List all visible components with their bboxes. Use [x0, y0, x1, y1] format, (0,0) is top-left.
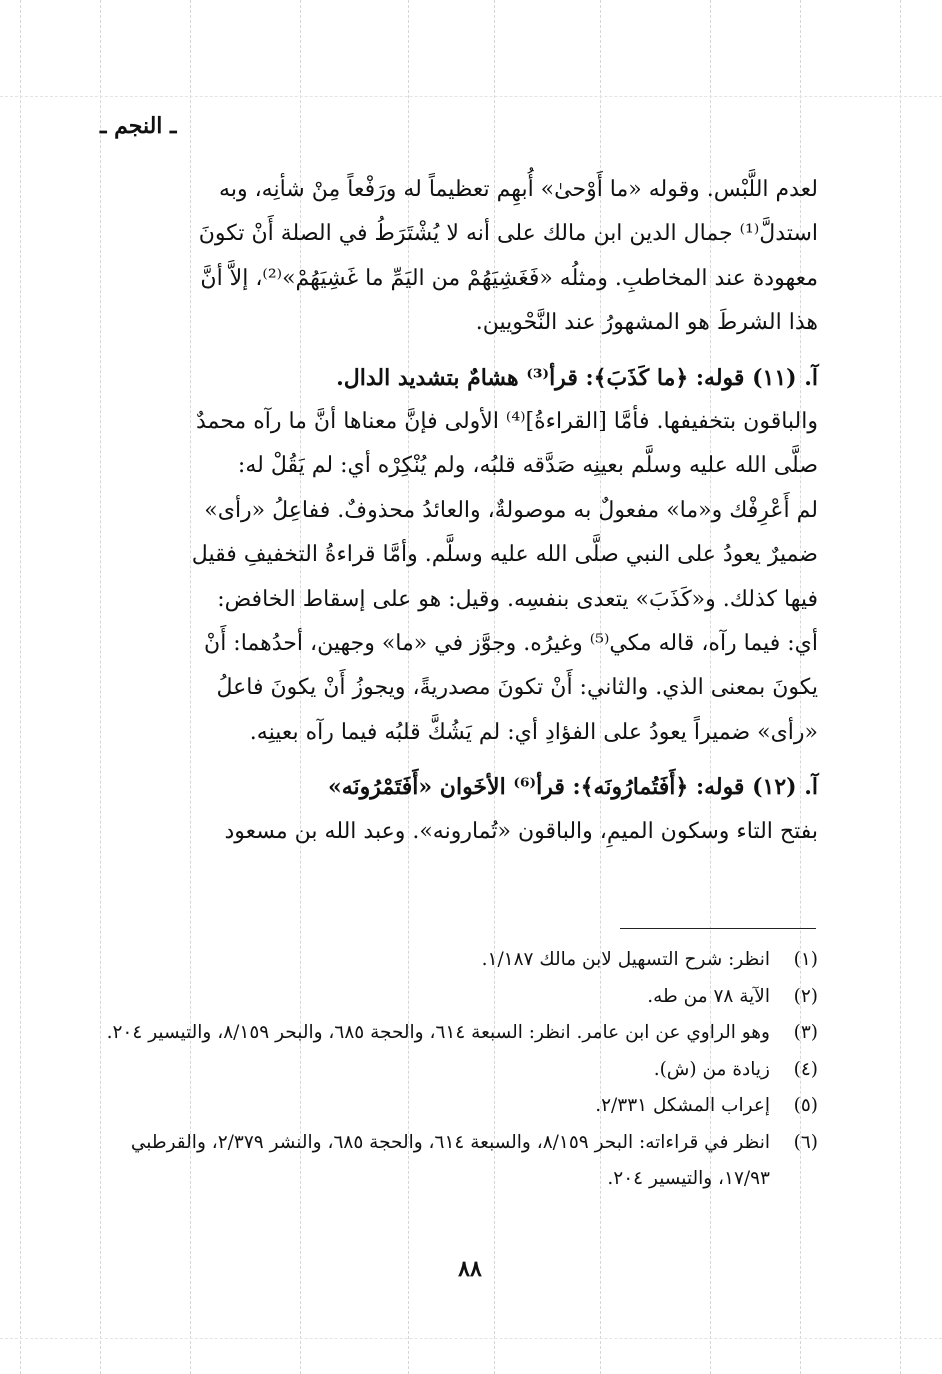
footnotes: [106, 942, 818, 1198]
footnote-number: (٦): [793, 1131, 818, 1153]
footnote-item: [106, 1015, 818, 1052]
text-line: «رأى» ضميراً يعودُ على الفؤادِ أي: لم يَشُكَّ قلبُه فيما رآه بعينِه.: [249, 719, 818, 745]
main-text: [106, 168, 818, 854]
footnote-item: [106, 942, 818, 979]
verse-heading-line: آ. (١٢) قوله: ﴿أَفَتُمارُونَه﴾: قرأ⁽⁶⁾ الأخَوان «أَفَتَمْرُونَه»: [327, 774, 818, 801]
verse-heading-line: آ. (١١) قوله: ﴿ما كَذَبَ﴾: قرأ⁽³⁾ هشامٌ بتشديد الدال.: [336, 364, 818, 391]
text-line: صلَّى الله عليه وسلَّم بعينِه صَدَّقه قلبُه، ولم يُنْكِرْه أي: لم يَقُلْ له:: [237, 453, 818, 479]
footnote-separator: [620, 928, 816, 929]
footnote-text: زيادة من (ش).: [653, 1058, 770, 1080]
text-line: هذا الشرطَ هو المشهورُ عند النَّحْويين.: [475, 310, 818, 336]
footnote-number: (٢): [793, 985, 818, 1007]
footnote-text: إعراب المشكل ٢/٣٣١.: [595, 1095, 770, 1116]
text-line: لعدم اللَّبْس. وقوله «ما أَوْحىٰ» أُبهِم تعظيماً له ورَفْعاً مِنْ شأنِه، وبه: [219, 177, 818, 202]
running-header: ـ النجم ـ: [100, 113, 177, 139]
footnote-number: (١): [793, 949, 818, 970]
footnote-item: [106, 1052, 818, 1089]
guide-line: [0, 96, 942, 97]
guide-line: [100, 0, 101, 1374]
text-line: فيها كذلك. و«كَذَبَ» يتعدى بنفسِه. وقيل: هو على إسقاط الخافض:: [217, 586, 818, 612]
page-number: ٨٨: [458, 1256, 482, 1282]
footnote-text: انظر: شرح التسهيل لابن مالك ١/١٨٧.: [481, 949, 770, 970]
footnote-item: [106, 1125, 818, 1198]
guide-line: [900, 0, 901, 1374]
text-line: يكونَ بمعنى الذي. والثاني: أَنْ تكونَ مصدريةً، ويجوزُ أَنْ يكونَ فاعلُ: [216, 675, 818, 701]
text-line: أي: فيما رآه، قاله مكي⁽⁵⁾ وغيرُه. وجوَّز في «ما» وجهين، أحدُهما: أَنْ: [204, 631, 818, 657]
footnote-text: وهو الراوي عن ابن عامر. انظر: السبعة ٦١٤، والحجة ٦٨٥، والبحر ٨/١٥٩، والتيسير ٢٠٤.: [106, 1022, 770, 1043]
footnote-number: (٤): [793, 1058, 818, 1080]
footnote-item: [106, 979, 818, 1016]
footnote-number: (٥): [793, 1095, 818, 1116]
guide-line: [20, 0, 21, 1374]
footnote-text: الآية ٧٨ من طه.: [647, 985, 770, 1007]
footnote-text: انظر في قراءاته: البحر ٨/١٥٩، والسبعة ٦١٤، والحجة ٦٨٥، والنشر ٢/٣٧٩، والقرطبي ١٧/٩٣، والتيسير ٢٠٤.: [130, 1131, 770, 1189]
text-line: ضميرٌ يعودُ على النبي صلَّى الله عليه وسلَّم. وأمَّا قراءةُ التخفيفِ فقيل: [191, 542, 818, 568]
text-line: استدلَّ⁽¹⁾ جمال الدين ابن مالك على أنه لا يُشْتَرَطُ في الصلة أَنْ تكونَ: [198, 221, 818, 247]
text-line: لم أَعْرِفْك و«ما» مفعولٌ به موصولةٌ، والعائدُ محذوفٌ. ففاعِلُ «رأى»: [204, 497, 818, 523]
text-line: بفتح التاء وسكون الميمِ، والباقون «تُمارونه». وعبد الله بن مسعود: [224, 818, 818, 844]
footnote-number: (٣): [793, 1022, 818, 1043]
text-line: والباقون بتخفيفها. فأمَّا [القراءةُ]⁽⁴⁾ الأولى فإنَّ معناها أنَّ ما رآه محمدٌ: [195, 409, 818, 435]
footnote-item: [106, 1088, 818, 1125]
text-line: معهودة عند المخاطبِ. ومثلُه «فَغَشِيَهُمْ من اليَمِّ ما غَشِيَهُمْ»⁽²⁾، إلاَّ أنَّ: [200, 265, 818, 291]
guide-line: [0, 1338, 942, 1339]
